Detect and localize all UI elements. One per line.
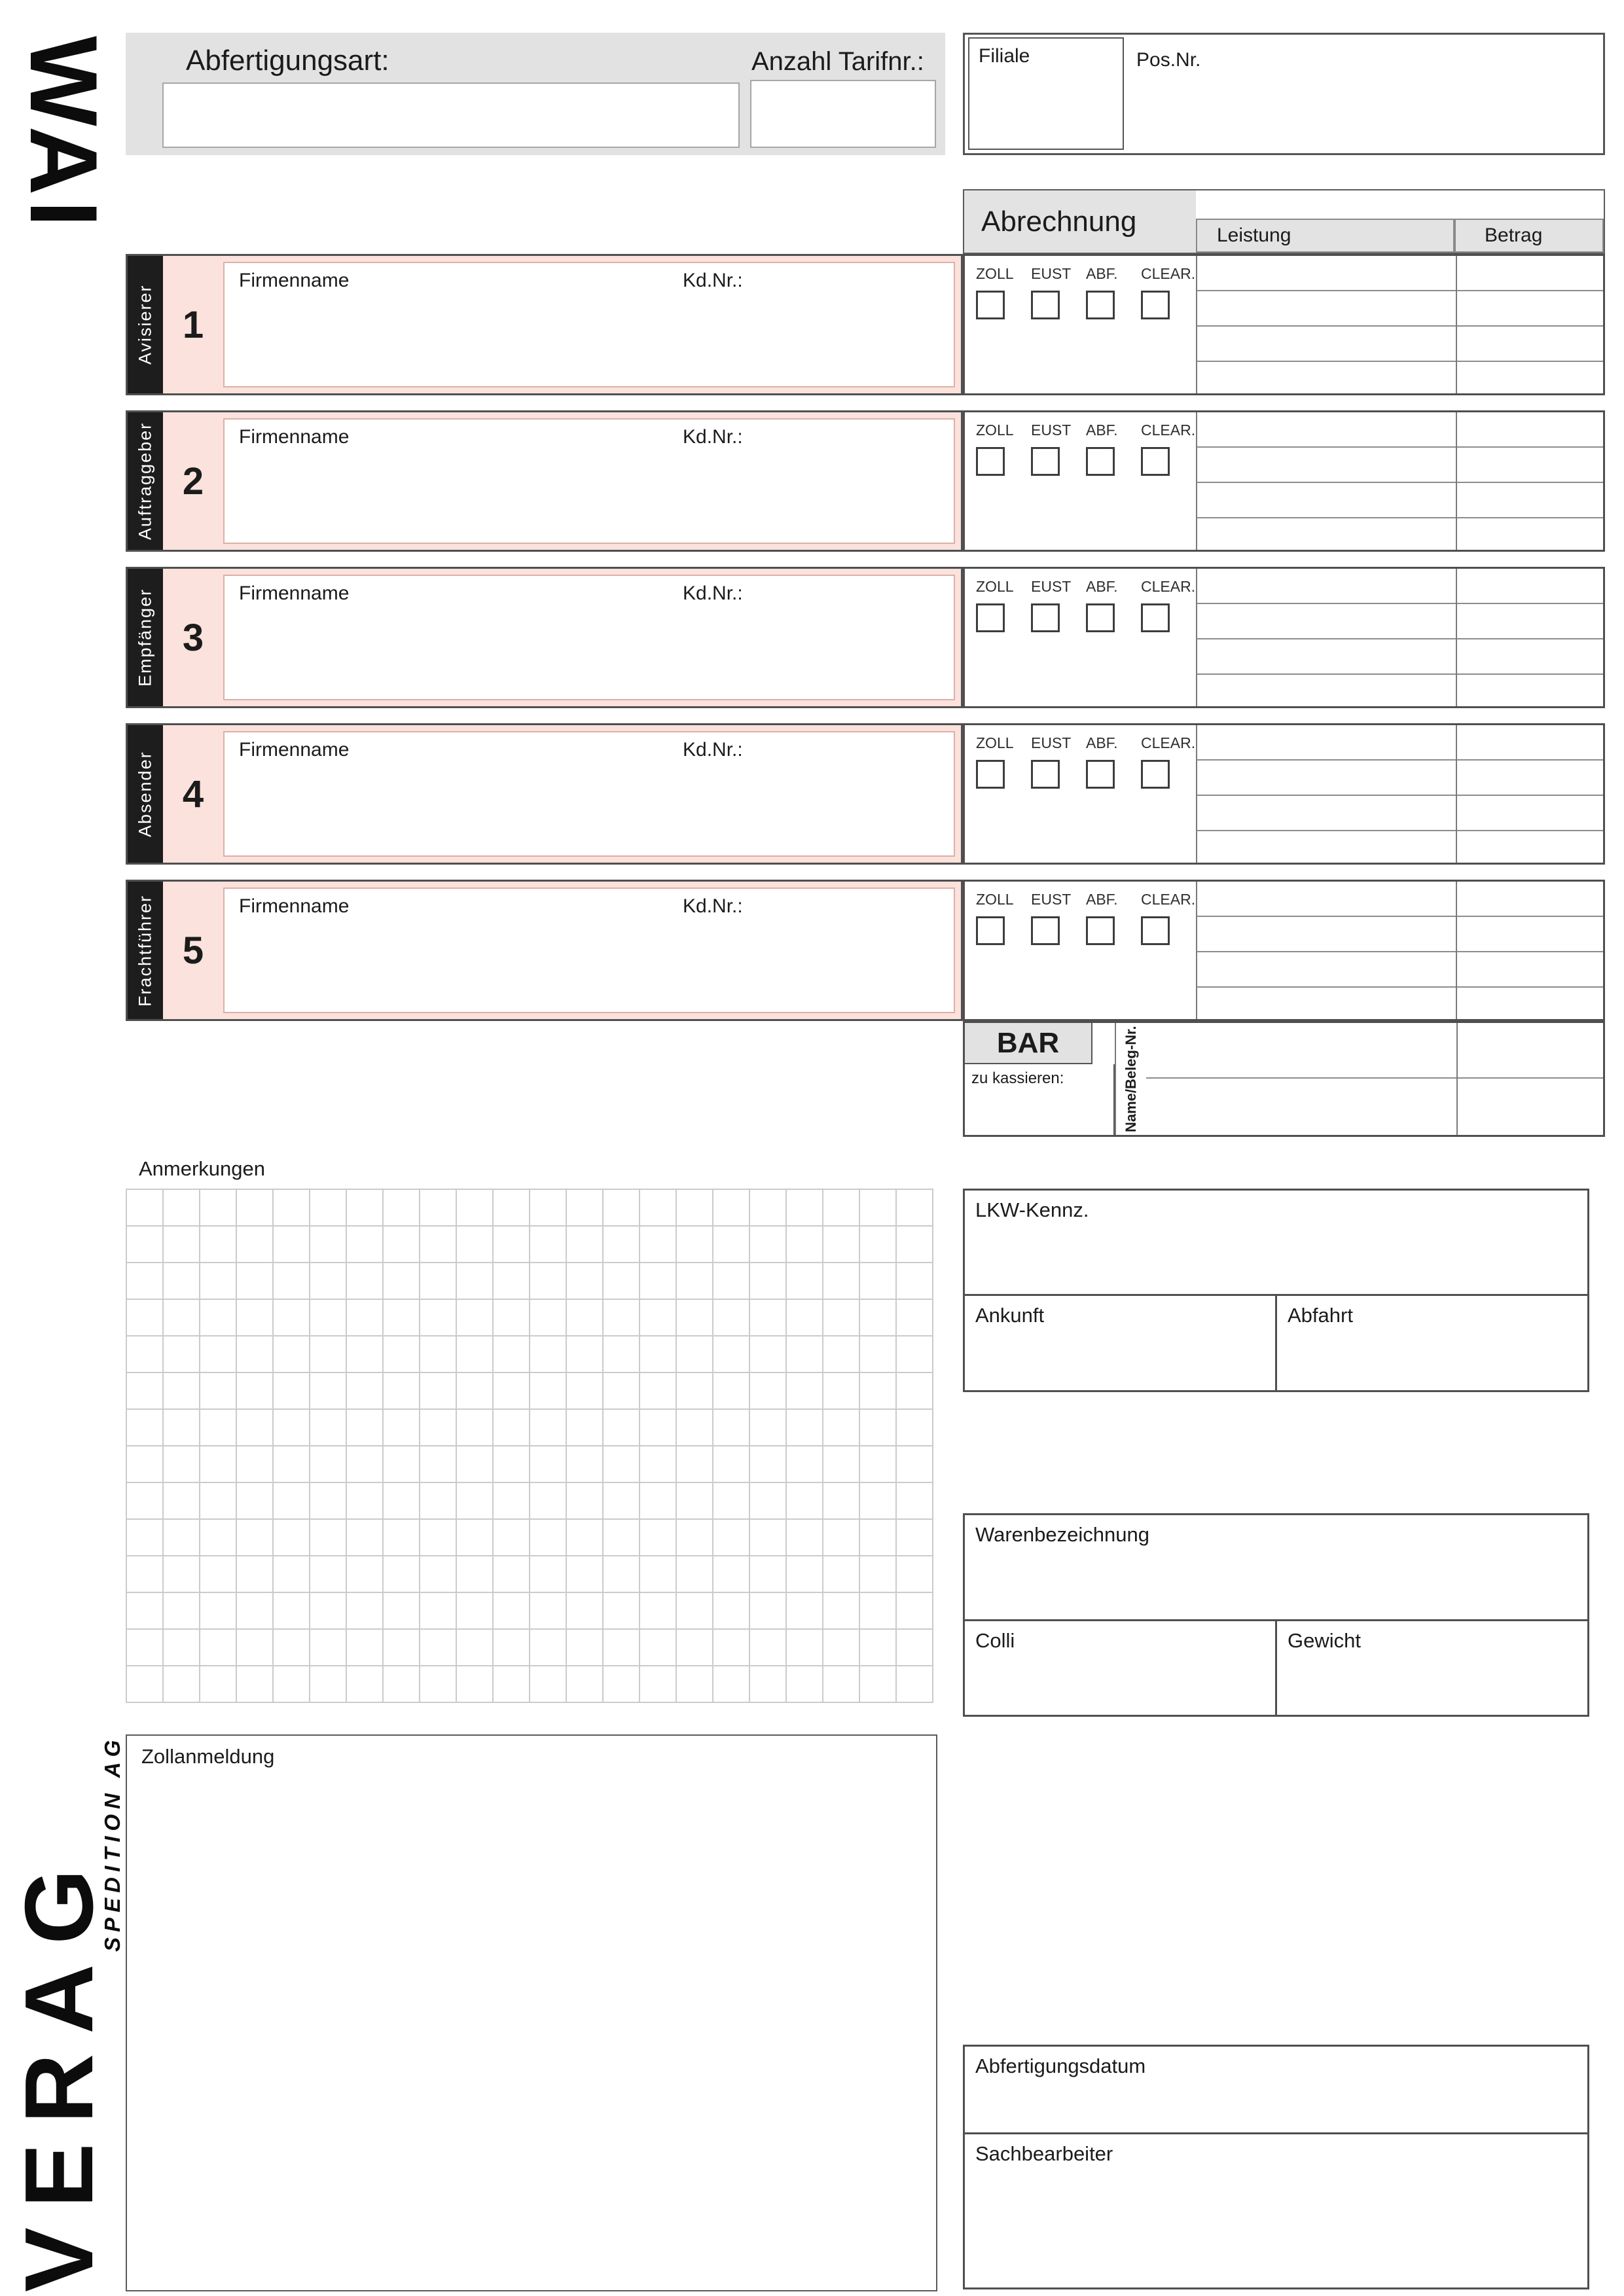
anmerkungen-label: Anmerkungen [139,1157,266,1180]
abf-label: ABF. [1086,265,1118,282]
posnr-label: Pos.Nr. [1136,49,1201,71]
abf-checkbox[interactable] [1086,603,1115,632]
party-number: 1 [182,303,204,346]
kdnr-label: Kd.Nr.: [683,583,743,604]
party-number: 2 [182,459,204,503]
eust-checkbox[interactable] [1031,760,1060,789]
name-beleg-label [1115,1023,1146,1135]
gewicht-label: Gewicht [1288,1629,1361,1652]
header-panel [126,33,945,155]
zoll-checkbox[interactable] [976,291,1005,319]
eust-label: EUST [1031,422,1072,439]
role-text: Empfänger [135,588,155,687]
warenbezeichnung-label: Warenbezeichnung [975,1523,1149,1546]
clear-checkbox[interactable] [1141,447,1170,476]
gewicht-field[interactable] [1275,1619,1589,1717]
eust-label: EUST [1031,578,1072,595]
lkw-kennz-label: LKW-Kennz. [975,1198,1089,1221]
party-role-label [128,882,163,1019]
role-text: Auftraggeber [135,422,155,541]
abf-label: ABF. [1086,891,1118,908]
abrechnung-header [963,189,1605,254]
zoll-checkbox[interactable] [976,603,1005,632]
row-divider [1146,1077,1603,1079]
betrag-divider [1456,569,1457,706]
party-row-empfaenger [126,567,963,708]
betrag-column-header: Betrag [1454,219,1604,253]
zoll-label: ZOLL [976,422,1014,439]
firmenname-label: Firmenname [239,426,350,448]
kdnr-label: Kd.Nr.: [683,739,743,761]
clear-checkbox[interactable] [1141,603,1170,632]
bar-section [963,1021,1605,1137]
party-role-label [128,725,163,863]
zoll-label: ZOLL [976,734,1014,751]
warenbezeichnung-field[interactable] [963,1513,1589,1621]
bar-title: BAR [965,1023,1092,1064]
party-row-auftraggeber [126,410,963,552]
anzahl-tarifnr-label: Anzahl Tarifnr.: [751,47,924,76]
eust-label: EUST [1031,265,1072,282]
betrag-divider [1456,412,1457,550]
role-text: Frachtführer [135,894,155,1007]
sachbearbeiter-field[interactable] [963,2132,1589,2289]
abrechnung-band-2 [963,410,1605,552]
clear-label: CLEAR. [1141,578,1196,595]
kdnr-label: Kd.Nr.: [683,426,743,448]
eust-checkbox[interactable] [1031,916,1060,945]
spedition-ag-tagline: SPEDITION AG [100,1734,124,1952]
checkbox-area [965,412,1196,550]
firmenname-label: Firmenname [239,895,350,917]
kdnr-label: Kd.Nr.: [683,270,743,291]
abf-label: ABF. [1086,734,1118,751]
party-row-avisierer [126,254,963,395]
checkbox-area [965,569,1196,706]
firmenname-label: Firmenname [239,270,350,291]
clear-label: CLEAR. [1141,265,1196,282]
clear-checkbox[interactable] [1141,916,1170,945]
bar-amount-cells[interactable] [1146,1023,1603,1135]
eust-checkbox[interactable] [1031,447,1060,476]
anzahl-tarifnr-field[interactable] [750,80,936,148]
party-number: 4 [182,772,204,816]
eust-checkbox[interactable] [1031,291,1060,319]
zu-kassieren-field[interactable] [965,1064,1115,1135]
party-role-label [128,256,163,393]
abfertigungsdatum-field[interactable] [963,2045,1589,2134]
role-text: Absender [135,751,155,837]
abrechnung-band-3 [963,567,1605,708]
eust-label: EUST [1031,891,1072,908]
abrechnung-band-1 [963,254,1605,395]
zoll-checkbox[interactable] [976,916,1005,945]
clear-checkbox[interactable] [1141,291,1170,319]
checkbox-area [965,256,1196,393]
abfertigungsdatum-label: Abfertigungsdatum [975,2054,1146,2077]
role-text: Avisierer [135,284,155,365]
abf-label: ABF. [1086,422,1118,439]
abrechnung-band-5 [963,880,1605,1021]
zu-kassieren-label: zu kassieren: [971,1069,1064,1087]
zoll-checkbox[interactable] [976,447,1005,476]
clear-label: CLEAR. [1141,422,1196,439]
colli-label: Colli [975,1629,1015,1652]
zollanmeldung-label: Zollanmeldung [141,1745,275,1768]
leistung-betrag-cells[interactable] [1196,882,1603,1019]
leistung-betrag-cells[interactable] [1196,412,1603,550]
name-beleg-text: Name/Beleg-Nr. [1123,1026,1139,1132]
sachbearbeiter-label: Sachbearbeiter [975,2142,1113,2165]
zoll-checkbox[interactable] [976,760,1005,789]
leistung-betrag-cells[interactable] [1196,256,1603,393]
eust-checkbox[interactable] [1031,603,1060,632]
checkbox-area [965,725,1196,863]
firmenname-field[interactable] [223,888,955,1013]
firmenname-label: Firmenname [239,583,350,604]
leistung-column-header: Leistung [1196,219,1454,253]
zoll-label: ZOLL [976,578,1014,595]
verag-logo: VERAG [5,1849,113,2292]
firmenname-label: Firmenname [239,739,350,761]
betrag-divider [1456,256,1457,393]
filiale-field[interactable] [968,37,1124,150]
betrag-divider [1456,1023,1458,1135]
filiale-posnr-box [963,33,1605,155]
abfertigungsart-field[interactable] [162,82,740,148]
lkw-kennz-field[interactable] [963,1189,1589,1296]
party-row-frachtfuehrer [126,880,963,1021]
party-role-label [128,412,163,550]
abf-checkbox[interactable] [1086,760,1115,789]
abf-checkbox[interactable] [1086,291,1115,319]
betrag-divider [1456,882,1457,1019]
firmenname-field[interactable] [223,575,955,700]
party-row-absender [126,723,963,865]
abf-checkbox[interactable] [1086,916,1115,945]
eust-label: EUST [1031,734,1072,751]
ankunft-field[interactable] [963,1294,1277,1392]
checkbox-area [965,882,1196,1019]
filiale-label: Filiale [979,45,1030,67]
betrag-divider [1456,725,1457,863]
abf-checkbox[interactable] [1086,447,1115,476]
party-role-label [128,569,163,706]
firmenname-field[interactable] [223,731,955,857]
abfahrt-label: Abfahrt [1288,1304,1353,1327]
clear-label: CLEAR. [1141,734,1196,751]
party-number: 5 [182,929,204,972]
form-code-wai: WAI [10,36,117,232]
colli-field[interactable] [963,1619,1277,1717]
leistung-betrag-cells[interactable] [1196,569,1603,706]
leistung-betrag-cells[interactable] [1196,725,1603,863]
zollanmeldung-field[interactable] [126,1734,937,2291]
anmerkungen-grid[interactable] [126,1189,933,1703]
firmenname-field[interactable] [223,262,955,387]
abfertigungsart-label: Abfertigungsart: [186,45,389,77]
party-number: 3 [182,616,204,659]
zoll-label: ZOLL [976,265,1014,282]
ankunft-label: Ankunft [975,1304,1045,1327]
abrechnung-band-4 [963,723,1605,865]
zoll-label: ZOLL [976,891,1014,908]
clear-checkbox[interactable] [1141,760,1170,789]
clear-label: CLEAR. [1141,891,1196,908]
abrechnung-title: Abrechnung [964,190,1196,253]
kdnr-label: Kd.Nr.: [683,895,743,917]
abf-label: ABF. [1086,578,1118,595]
firmenname-field[interactable] [223,418,955,544]
abfahrt-field[interactable] [1275,1294,1589,1392]
